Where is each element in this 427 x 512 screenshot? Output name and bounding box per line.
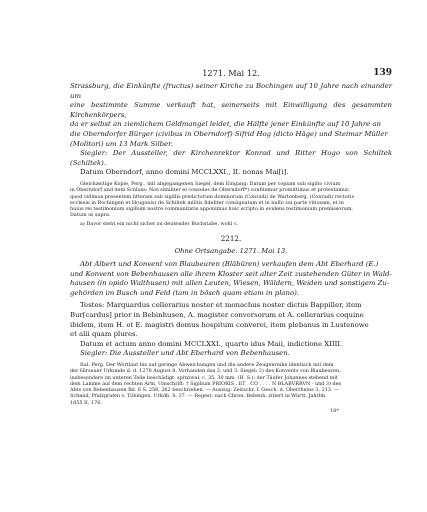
note-line: quod vidimus presentem litteram sub sigillis predictorum dominorum (Conradi) de Wartenberg, (Conradi) rectoris [70,193,355,200]
note-line: Gleichzeitige Kopie, Perg., mit abgegangenen Siegel, dem Eingang: Datum per copiam sub sigillo civium [80,180,341,187]
entry-number: 2212. [220,234,242,244]
entry2-sealer: Siegler: Die Aussteller und Abt Eberhard von Bebenhausen. [80,349,290,358]
text-line: Bur[cardus] prior in Bebinhusen, A. magister conversorum et A. cellerarius coquine [70,310,364,319]
entry2-summary [70,260,392,298]
note-line: 1855 II, 176. [70,399,102,406]
note-line: ecclesie in Bochingen et H(ugonis) de Schiltek militis fideliter consignatam et in nullo sui parte vitiosam, et in [70,199,344,206]
note-line: der Hirsauer Urkunde d. d. 1270 August 8. Vorhanden das 2. und 3. Siegel: 2) des Konvents von Blaubeuren, [70,368,341,375]
signature-mark: 18* [330,408,339,414]
entry1-note [70,181,392,219]
note-line: Schmid, Pfalzgrafen v. Tübingen, Urkdb. S. 37. — Regest: nach Chron. Bebenh. zitiert in Württ. Jahrbb. [70,393,327,400]
entry-continuation [70,82,392,227]
text-line: eine bestimmte Summe verkauft hat, seinerseits mit Einwilligung des gesammten Kirchenkörpers, [70,101,392,119]
text-line: da er selbst an ziemlichem Geldmangel leidet, die Hälfte jener Einkünfte auf 10 Jahre an [70,120,381,129]
text-line: (Molitori) um 13 Mark Silber. [70,139,173,148]
text-line: und Konvent von Bebenhausen alle ihrem Kloster seit alter Zeit zustehenden Güter in Wald- [70,269,392,278]
text-line: Testes: Marquardus cellerarius noster et monachus noster dictus Bappiller, item [80,301,362,310]
page-content [70,68,392,406]
entry1-summary [70,82,392,149]
entry2-note [70,362,392,406]
running-header [70,68,392,82]
text-line: ibidem, item H. et E. magistri domus hospitum converei, item plebanus in Lustenowe [70,320,369,329]
running-head: 1271. Mai 12. [202,68,260,78]
note-line: in Oberndorf und dem Schluss: Nos similiter ei consules de Oberndorf*) confitemur promittimus et protestamur, [70,187,350,194]
page-number: 139 [373,68,392,78]
note-line: insbesondere im unteren Teile beschädigt, spitzoval, c. 35, 30 mm. (H. S.): der Täufer Johannes stehend mit [70,374,338,381]
entry-heading: Ohne Ortsangabe. 1271. Mai 13. [174,247,288,256]
entry2-testes [70,301,392,339]
entry2-date: Datum et actum anno domini MCCLXXI., quarto idus Maii, indictione XIIII. [80,339,343,348]
text-line: et alii quam plures. [70,330,138,339]
text-line: die Oberndorfer Bürger (civibus in Oberndorf) Sifrid Hog (dicto Häge) und Steimar Müller [70,129,388,138]
note-line: dem Lamme auf dem rechten Arm, Umschrift: † Sigillum PRIORIS . ET . CO . . . . N BLABVRRVN · und 3) des [70,380,342,387]
note-line: Datum ut supra. [70,212,111,219]
text-line: Abt Albert und Konvent von Blaubeuren (Blābūren) verkaufen dem Abt Eberhard (E.) [80,260,379,269]
text-line: Strassburg, die Einkünfte (fructus) seiner Kirche zu Bochingen auf 10 Jahre nach einander um [70,82,392,100]
note-line: Abts von Bebenhausen Bd. 6 S. 256, 262 beschrieben. — Auszug: Zeitschr. f. Gesch. d. Oberrheins 3, 213. — [70,387,339,394]
note-line: Ital. Perg. Der Wortlaut bis auf geringe Abweichungen und die andere Zeugenreihe identisch mit dem [80,361,334,368]
entry1-sealer: Siegler: Der Aussteller, der Kirchenrektor Konrad und Ritter Hugo von Schiltek (Schiltek). [70,149,392,167]
text-line: gehörden im Busch und Feld (tam in bōsch quam etiam in plano). [70,288,299,297]
entry1-footnote: a) Davor steht ein nicht sicher zu deutender Buchstabe, wohl c. [80,220,239,227]
text-line: hausen (in opido Walthusen) mit allen Leuten, Wiesen, Wäldern, Weiden und sonstigem Zu- [70,279,390,288]
note-line: huius rei testimonium sigillum nostre communitatis apponimus huic scripto in evidens testimonium premissorum. [70,206,353,213]
entry1-date: Datum Oberndorf, anno domini MCCLXXI., II. nonas Mai[i]. [80,168,289,177]
